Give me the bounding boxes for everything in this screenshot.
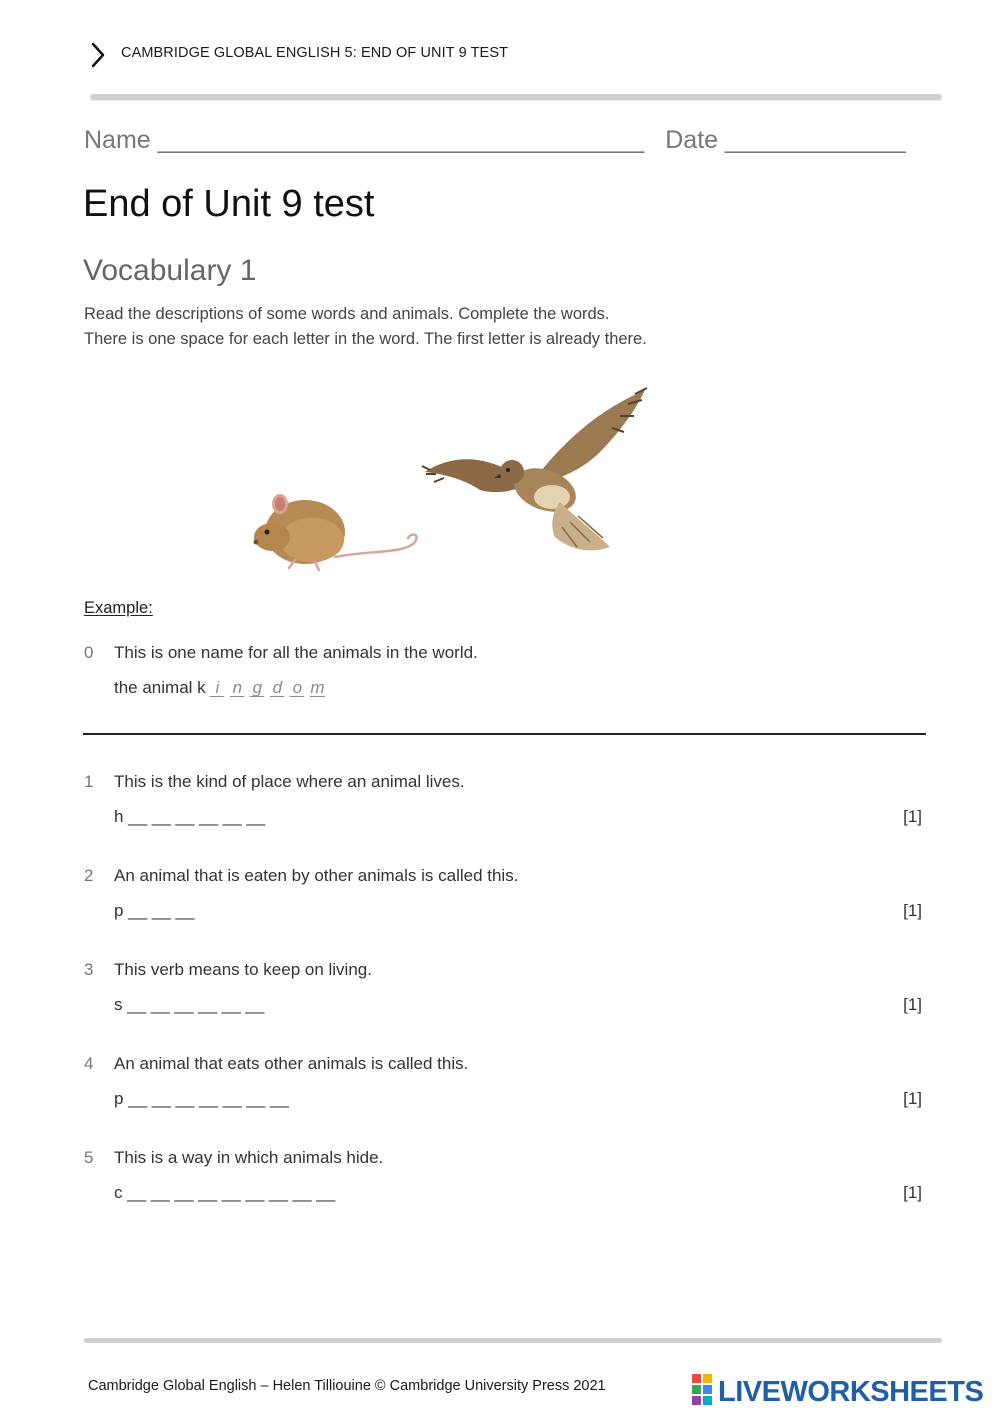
chevron-right-icon — [88, 40, 108, 70]
answer-field-5[interactable]: c __ __ __ __ __ __ __ __ __ — [114, 1183, 336, 1202]
question-text-3: This verb means to keep on living. — [114, 960, 372, 979]
example-number: 0 — [84, 643, 94, 662]
answer-field-3[interactable]: s __ __ __ __ __ __ — [114, 995, 265, 1014]
name-label: Name — [84, 126, 151, 154]
question-text-1: This is the kind of place where an animal lives. — [114, 772, 465, 791]
logo-square — [703, 1374, 712, 1383]
section-title: Vocabulary 1 — [83, 254, 257, 287]
logo-square — [692, 1396, 701, 1405]
example-divider — [83, 733, 926, 735]
date-line[interactable]: _____________ — [725, 126, 906, 154]
example-letter: n — [230, 679, 244, 697]
animals-illustration — [240, 382, 670, 582]
example-letter: g — [250, 679, 264, 697]
logo-wordmark: LIVEWORKSHEETS — [718, 1376, 984, 1406]
marks-3: [1] — [903, 995, 922, 1014]
example-question: This is one name for all the animals in the world. — [114, 643, 478, 662]
question-number-5: 5 — [84, 1148, 94, 1167]
liveworksheets-logo-icon — [692, 1372, 992, 1406]
answer-field-2[interactable]: p __ __ __ — [114, 901, 195, 920]
answer-field-1[interactable]: h __ __ __ __ __ __ — [114, 807, 266, 826]
example-answer — [114, 678, 331, 698]
question-text-2: An animal that is eaten by other animals is called this. — [114, 866, 519, 885]
question-number-2: 2 — [84, 866, 94, 885]
name-date-row — [84, 126, 906, 155]
logo-square — [703, 1385, 712, 1394]
instruction-line-1: Read the descriptions of some words and animals. Complete the words. — [84, 305, 610, 323]
logo-square — [692, 1374, 701, 1383]
header-rule — [90, 94, 942, 100]
example-answer-prefix: the animal k — [114, 678, 206, 697]
footer-rule — [84, 1338, 942, 1343]
date-label: Date — [665, 126, 719, 154]
answer-field-4[interactable]: p __ __ __ __ __ __ __ — [114, 1089, 289, 1108]
instruction-line-2: There is one space for each letter in the word. The first letter is already there. — [84, 330, 647, 348]
example-letter: o — [290, 679, 304, 697]
mouse-illustration — [254, 494, 417, 570]
question-number-4: 4 — [84, 1054, 94, 1073]
logo-square — [703, 1396, 712, 1405]
hawk-illustration — [422, 388, 647, 550]
marks-1: [1] — [903, 807, 922, 826]
page-title: End of Unit 9 test — [83, 183, 375, 225]
question-text-5: This is a way in which animals hide. — [114, 1148, 384, 1167]
example-letter: d — [270, 679, 284, 697]
question-number-1: 1 — [84, 772, 94, 791]
question-text-4: An animal that eats other animals is called this. — [114, 1054, 469, 1073]
footer-copyright: Cambridge Global English – Helen Tilliouine © Cambridge University Press 2021 — [88, 1378, 606, 1394]
marks-2: [1] — [903, 901, 922, 920]
example-answer-letters — [210, 678, 330, 697]
example-label: Example: — [84, 599, 153, 617]
header-title: CAMBRIDGE GLOBAL ENGLISH 5: END OF UNIT 9 TEST — [121, 45, 509, 61]
logo-square — [692, 1385, 701, 1394]
marks-5: [1] — [903, 1183, 922, 1202]
example-letter: m — [310, 678, 325, 697]
name-line[interactable]: ___________________________________ — [157, 126, 645, 154]
question-number-3: 3 — [84, 960, 94, 979]
marks-4: [1] — [903, 1089, 922, 1108]
example-letter: i — [210, 679, 224, 697]
